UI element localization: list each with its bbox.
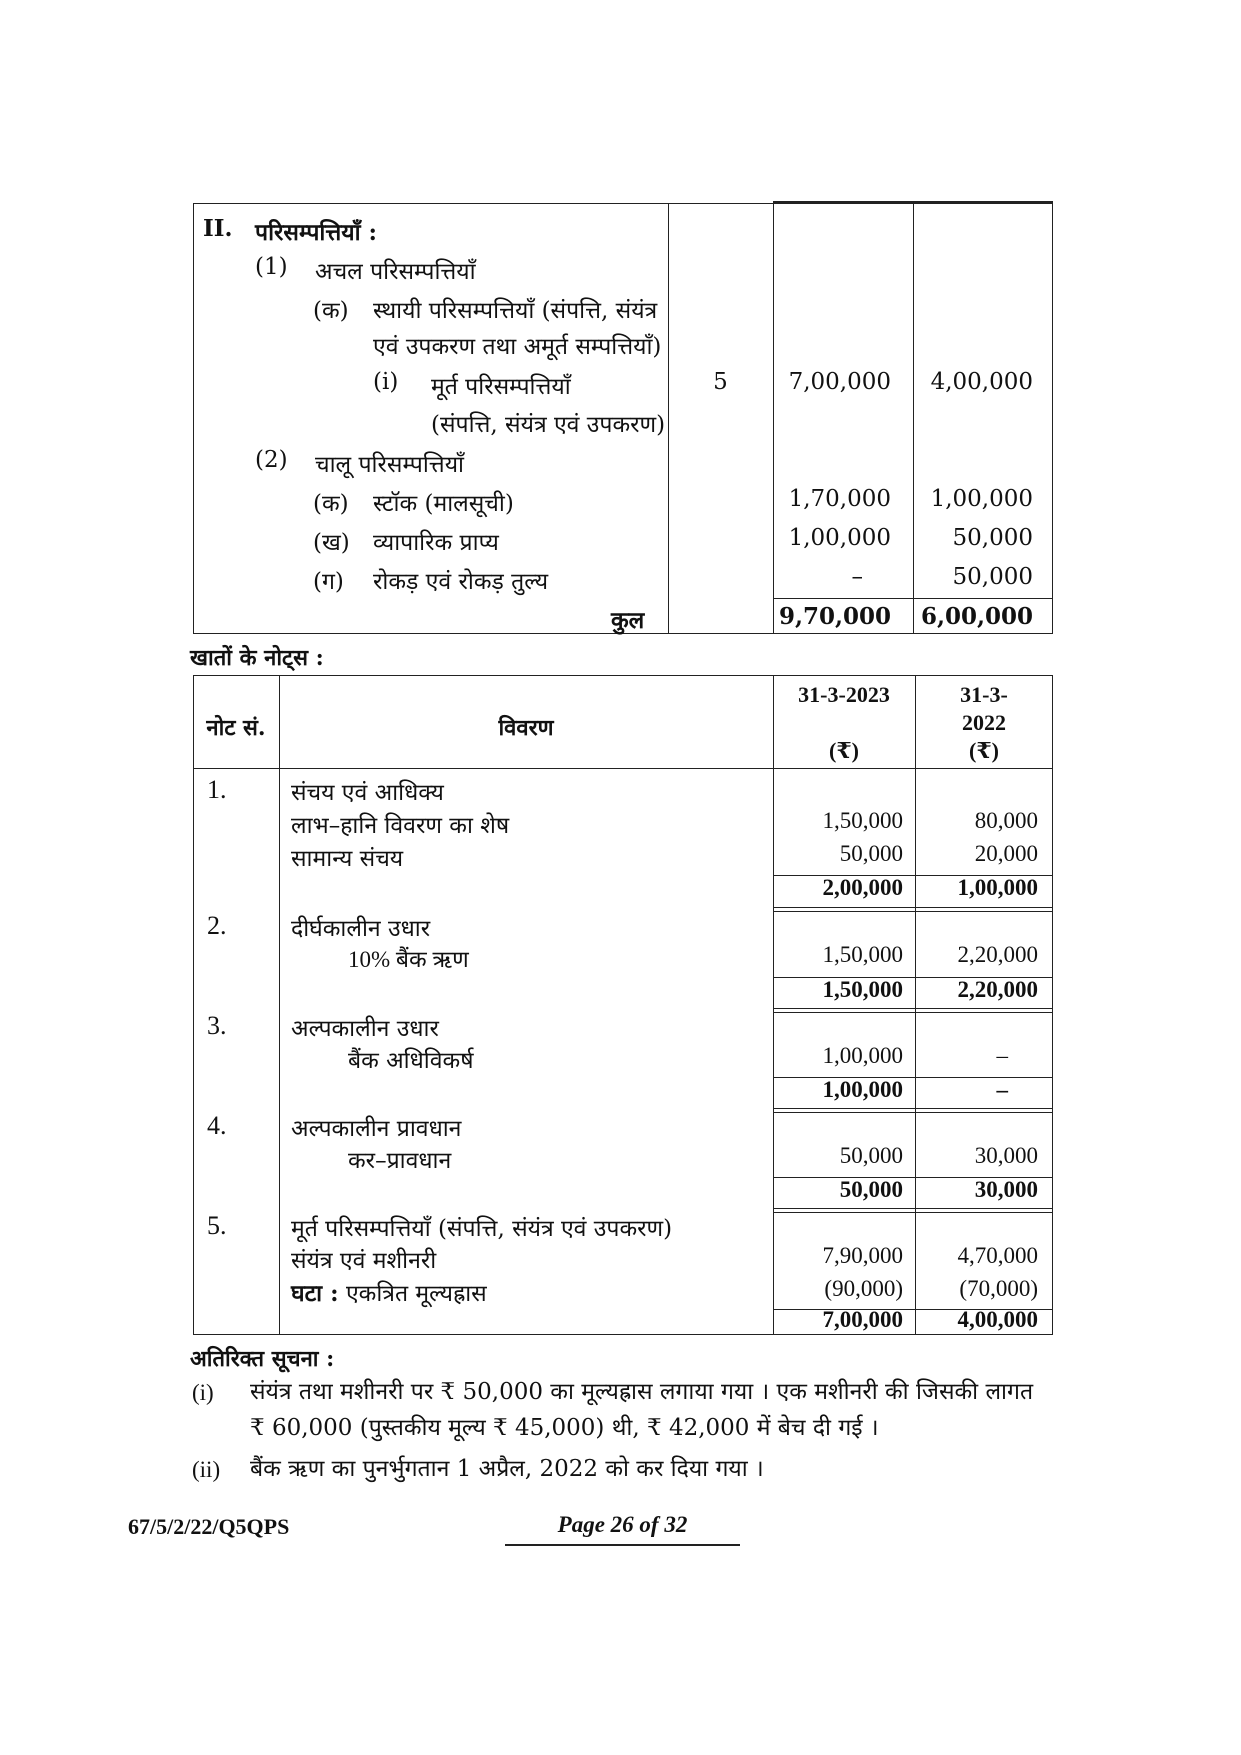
additional-info-text: बैंक ऋण का पुनर्भुगतान 1 अप्रैल, 2022 को कर दिया गया । <box>250 1456 764 1482</box>
note-title: संचय एवं आधिक्य <box>291 780 444 806</box>
header-rule <box>193 768 1053 769</box>
asset-row <box>193 443 1053 479</box>
amount-columns-top-rule <box>773 201 1053 204</box>
asset-previous-year: 50,000 <box>952 525 1033 551</box>
note-total-previous-year: – <box>996 1077 1008 1102</box>
note-title: अल्पकालीन उधार <box>291 1016 439 1042</box>
assets-total-label: कुल <box>611 607 645 634</box>
asset-label: रोकड़ एवं रोकड़ तुल्य <box>373 569 549 595</box>
additional-info-item <box>192 1451 1052 1491</box>
asset-current-year: – <box>851 564 863 590</box>
assets-total-previous-year: 6,00,000 <box>920 603 1033 630</box>
notes-heading: खातों के नोट्स : <box>190 645 324 671</box>
header-current-year-date: 31-3-2023 <box>798 682 890 707</box>
note-total-current-year: 50,000 <box>839 1177 903 1202</box>
asset-row <box>193 403 1053 439</box>
accumulated-depreciation-label: एकत्रित मूल्यह्रास <box>345 1281 487 1307</box>
note-item-current-year: 50,000 <box>839 1143 903 1168</box>
header-previous-year-date: 2022 <box>962 710 1006 735</box>
note-item-label: सामान्य संचय <box>291 846 404 872</box>
asset-marker: (1) <box>255 254 288 280</box>
note-item-label: लाभ–हानि विवरण का शेष <box>291 813 510 839</box>
note-item-current-year: 50,000 <box>839 841 903 866</box>
note-end-rule <box>773 911 1053 912</box>
asset-marker: (क) <box>313 491 349 517</box>
asset-previous-year: 4,00,000 <box>930 369 1033 395</box>
note-number: 1. <box>207 775 227 804</box>
note-total-previous-year: 4,00,000 <box>957 1307 1038 1332</box>
note-item-previous-year: 30,000 <box>974 1143 1038 1168</box>
note-item-current-year: 1,00,000 <box>822 1043 903 1068</box>
additional-info-text: संयंत्र तथा मशीनरी पर ₹ 50,000 का मूल्यह्रास लगाया गया । एक मशीनरी की जिसकी लागत ₹ 60,000 (पुस्तकीय मूल्य ₹ 45,000) थी, ₹ 42,000 में बेच दी गई । <box>250 1379 1034 1441</box>
note-total-current-year: 1,50,000 <box>822 977 903 1002</box>
note-number: 2. <box>207 911 227 940</box>
assets-heading: परिसम्पत्तियाँ : <box>255 219 378 246</box>
asset-current-year: 1,00,000 <box>788 525 891 551</box>
note-total-previous-year: 2,20,000 <box>957 977 1038 1002</box>
asset-previous-year: 50,000 <box>952 564 1033 590</box>
header-previous-year-currency: (₹) <box>969 738 999 763</box>
page-number: Page 26 of 32 <box>505 1512 740 1546</box>
note-end-rule <box>773 1012 1053 1013</box>
note-title: मूर्त परिसम्पत्तियाँ (संपत्ति, संयंत्र एवं उपकरण) <box>291 1216 673 1242</box>
asset-label: एवं उपकरण तथा अमूर्त सम्पत्तियाँ) <box>373 334 662 360</box>
note-item-previous-year: 20,000 <box>974 841 1038 866</box>
note-item-label: कर–प्रावधान <box>348 1148 452 1174</box>
asset-marker: (2) <box>255 447 288 473</box>
note-number: 5. <box>207 1211 227 1240</box>
note-item-label: 10% बैंक ऋण <box>348 947 469 972</box>
less-label: घटा : <box>291 1280 339 1307</box>
asset-row <box>193 560 1053 596</box>
note-item-previous-year: – <box>996 1043 1008 1068</box>
note-end-rule <box>773 1208 1053 1209</box>
note-item-label: संयंत्र एवं मशीनरी <box>291 1248 437 1274</box>
additional-info-heading: अतिरिक्त सूचना : <box>190 1346 335 1372</box>
asset-label: मूर्त परिसम्पत्तियाँ <box>431 374 571 400</box>
asset-current-year: 7,00,000 <box>788 369 891 395</box>
asset-row <box>193 521 1053 557</box>
asset-label: व्यापारिक प्राप्य <box>373 530 499 556</box>
note-no-divider <box>279 675 280 1335</box>
note-item-current-year: 1,50,000 <box>822 808 903 833</box>
note-number: 4. <box>207 1111 227 1140</box>
asset-row <box>193 325 1053 361</box>
additional-info-mark: (i) <box>192 1380 214 1405</box>
asset-label: स्टॉक (मालसूची) <box>373 491 514 517</box>
asset-row <box>193 250 1053 286</box>
note-item-previous-year: 4,70,000 <box>957 1243 1038 1268</box>
assets-total-row <box>193 599 1053 635</box>
asset-row <box>193 365 1053 401</box>
assets-total-current-year: 9,70,000 <box>778 603 891 630</box>
asset-previous-year: 1,00,000 <box>930 486 1033 512</box>
asset-marker: (i) <box>373 369 399 395</box>
asset-label: चालू परिसम्पत्तियाँ <box>315 452 464 478</box>
current-year-divider <box>773 675 774 1335</box>
asset-row <box>193 482 1053 518</box>
note-end-rule <box>773 1108 1053 1109</box>
asset-note-ref: 5 <box>713 369 728 395</box>
note-title: दीर्घकालीन उधार <box>291 916 431 942</box>
note-title: अल्पकालीन प्रावधान <box>291 1116 462 1142</box>
note-item-current-year: (90,000) <box>824 1276 903 1301</box>
note-end-rule <box>773 1212 1053 1213</box>
note-item-label <box>291 1276 487 1308</box>
asset-marker: (ग) <box>313 569 344 595</box>
note-item-current-year: 1,50,000 <box>822 942 903 967</box>
note-total-previous-year: 30,000 <box>974 1177 1038 1202</box>
note-end-rule <box>773 1008 1053 1009</box>
note-item-label: बैंक अधिविकर्ष <box>348 1048 474 1074</box>
notes-table <box>193 675 1053 1335</box>
note-total-current-year: 2,00,000 <box>822 875 903 900</box>
additional-info-item <box>192 1374 1052 1454</box>
asset-marker: (क) <box>313 298 349 324</box>
note-end-rule <box>773 1112 1053 1113</box>
additional-info-mark: (ii) <box>192 1457 221 1482</box>
note-end-rule <box>773 907 1053 908</box>
previous-year-divider <box>915 675 916 1335</box>
note-item-previous-year: 80,000 <box>974 808 1038 833</box>
header-current-year-currency: (₹) <box>829 738 859 763</box>
note-item-previous-year: 2,20,000 <box>957 942 1038 967</box>
header-particulars: विवरण <box>498 715 554 741</box>
note-number: 3. <box>207 1011 227 1040</box>
asset-marker: (ख) <box>313 530 350 556</box>
asset-row <box>193 289 1053 325</box>
note-item-current-year: 7,90,000 <box>822 1243 903 1268</box>
header-note-no: नोट सं. <box>206 715 266 741</box>
asset-label: अचल परिसम्पत्तियाँ <box>315 259 476 285</box>
asset-label: स्थायी परिसम्पत्तियाँ (संपत्ति, संयंत्र <box>373 298 658 324</box>
paper-code: 67/5/2/22/Q5QPS <box>128 1514 290 1539</box>
note-total-current-year: 1,00,000 <box>822 1077 903 1102</box>
assets-heading-row <box>193 211 1053 247</box>
asset-label: (संपत्ति, संयंत्र एवं उपकरण) <box>431 412 666 438</box>
assets-table <box>193 203 1053 634</box>
note-item-previous-year: (70,000) <box>959 1276 1038 1301</box>
note-total-current-year: 7,00,000 <box>822 1307 903 1332</box>
asset-current-year: 1,70,000 <box>788 486 891 512</box>
assets-heading-number: II. <box>203 215 233 242</box>
header-previous-year-date: 31-3- <box>960 682 1008 707</box>
note-total-previous-year: 1,00,000 <box>957 875 1038 900</box>
